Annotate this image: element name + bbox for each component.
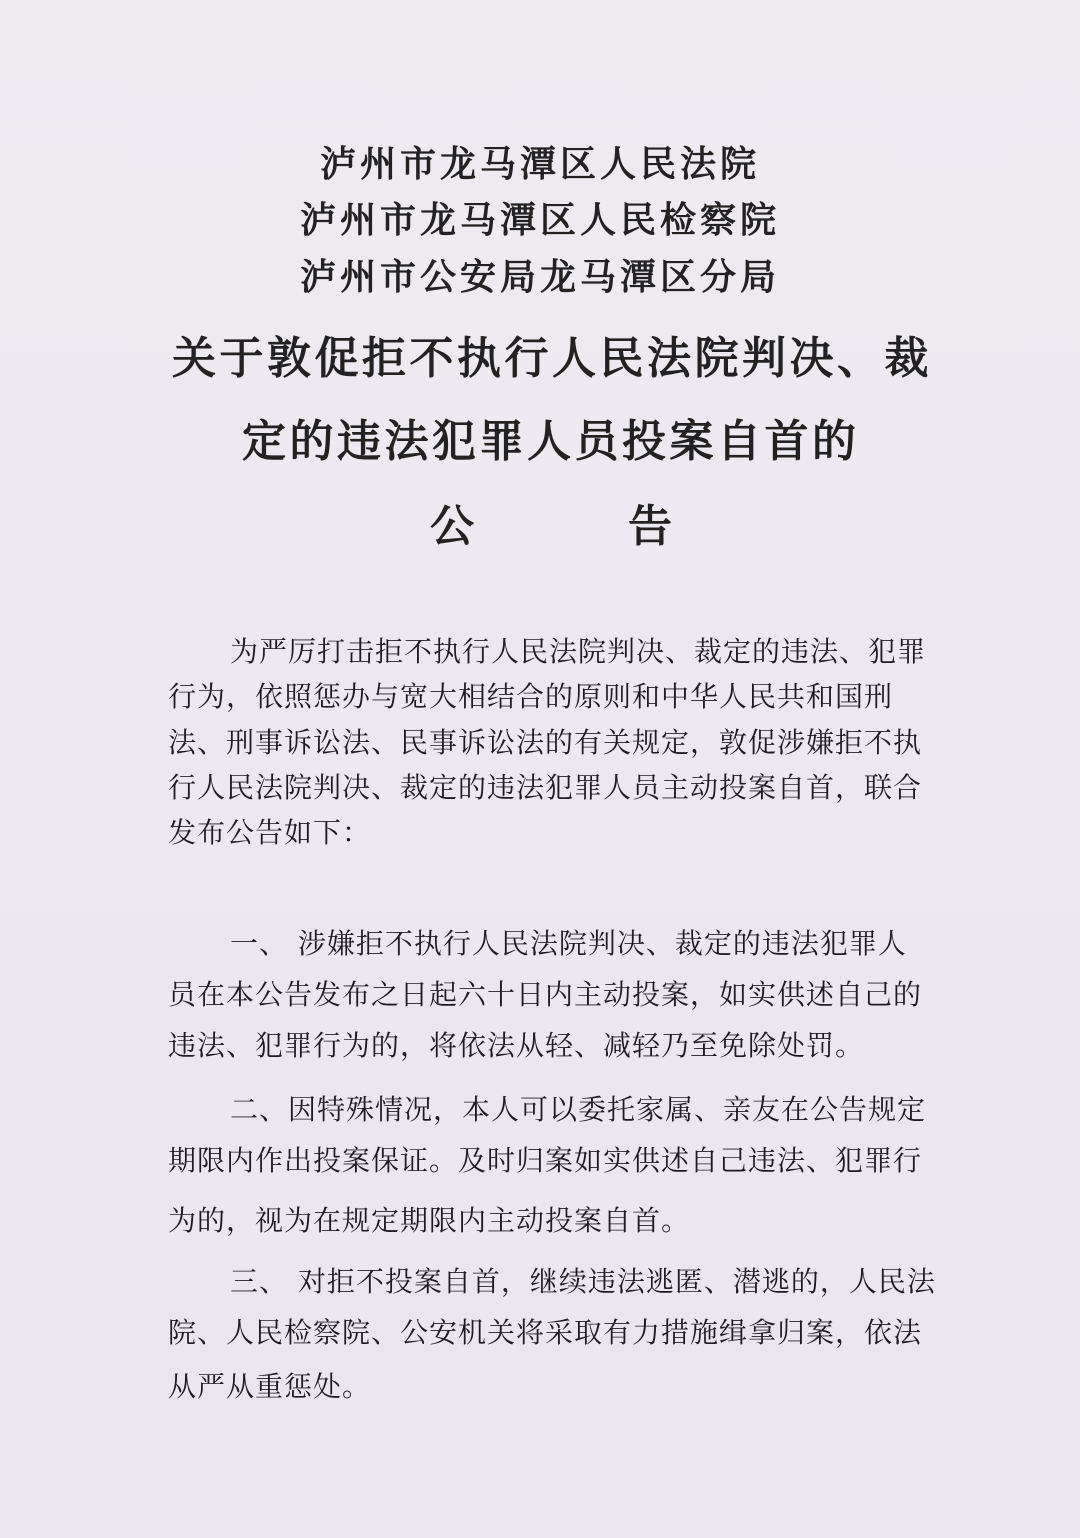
body-line: 从严从重惩处。 [168,1370,372,1403]
body-line: 员在本公告发布之日起六十日内主动投案，如实供述自己的 [168,978,923,1011]
body-line: 行人民法院判决、裁定的违法犯罪人员主动投案自首，联合 [168,771,923,804]
notice-char-1: 公 [430,501,474,552]
org-police: 泸州市公安局龙马潭区分局 [299,257,780,298]
body-line: 违法、犯罪行为的，将依法从轻、减轻乃至免除处罚。 [168,1029,865,1062]
body-line: 期限内作出投案保证。及时归案如实供述自己违法、犯罪行 [168,1144,923,1177]
org-procuratorate: 泸州市龙马潭区人民检察院 [299,200,780,241]
org-court: 泸州市龙马潭区人民法院 [319,144,760,185]
body-line: 行为，依照惩办与宽大相结合的原则和中华人民共和国刑 [168,680,894,713]
title-line-1: 关于敦促拒不执行人民法院判决、裁 [172,333,932,384]
body-line: 一、 涉嫌拒不执行人民法院判决、裁定的违法犯罪人 [230,927,907,960]
body-line: 发布公告如下： [168,816,372,849]
notice-char-2: 告 [628,501,672,552]
body-line: 为的，视为在规定期限内主动投案自首。 [168,1204,691,1237]
body-line: 三、 对拒不投案自首，继续违法逃匿、潜逃的，人民法 [230,1265,936,1298]
body-line: 二、因特殊情况，本人可以委托家属、亲友在公告规定 [230,1093,927,1126]
body-line: 法、刑事诉讼法、民事诉讼法的有关规定，敦促涉嫌拒不执 [168,726,923,759]
title-line-2: 定的违法犯罪人员投案自首的 [242,416,860,467]
body-line: 为严厉打击拒不执行人民法院判决、裁定的违法、犯罪 [230,635,927,668]
body-line: 院、人民检察院、公安机关将采取有力措施缉拿归案，依法 [168,1316,923,1349]
